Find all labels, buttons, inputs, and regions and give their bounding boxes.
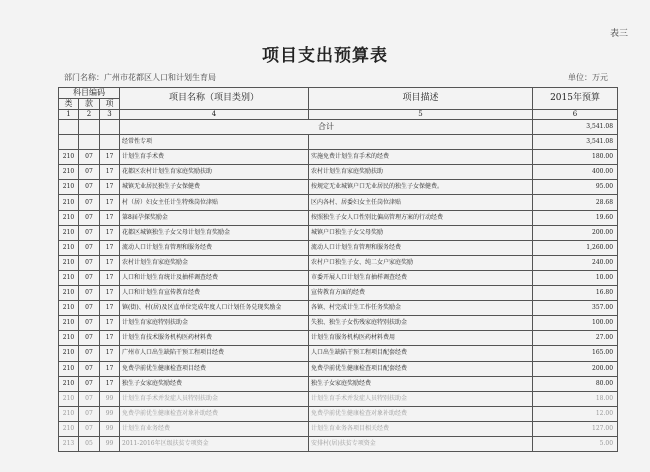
col-number: 2 bbox=[79, 110, 100, 120]
description-cell: 市委开展人口计划生育抽样调查经费 bbox=[309, 270, 533, 285]
lei-cell: 210 bbox=[59, 240, 79, 255]
kuan-cell: 07 bbox=[79, 331, 100, 346]
table-row bbox=[59, 346, 618, 361]
budget-value-cell: 5.00 bbox=[533, 436, 618, 451]
description-cell: 安排村(居)扶贫专项资金 bbox=[309, 436, 533, 451]
description-cell: 按规定无业城镇户口无业居民的独生子女保健费。 bbox=[309, 180, 533, 195]
project-name-cell: 第8届孕探奖励金 bbox=[120, 210, 309, 225]
col-number: 6 bbox=[533, 110, 618, 120]
header-row bbox=[59, 88, 618, 99]
xiang-cell: 17 bbox=[100, 255, 120, 270]
kuan-cell: 07 bbox=[79, 346, 100, 361]
table-row bbox=[59, 240, 618, 255]
lei-cell: 210 bbox=[59, 270, 79, 285]
table-row bbox=[59, 270, 618, 285]
col-number: 5 bbox=[309, 110, 533, 120]
unit-label: 单位：万元 bbox=[568, 73, 608, 82]
project-name-cell: 免费孕前优生健康检查项目经费 bbox=[120, 361, 309, 376]
table-row bbox=[59, 331, 618, 346]
description-cell: 城镇户口独生子女父母奖励 bbox=[309, 225, 533, 240]
lei-cell: 213 bbox=[59, 436, 79, 451]
table-row bbox=[59, 301, 618, 316]
col-number: 3 bbox=[100, 110, 120, 120]
lei-cell: 210 bbox=[59, 421, 79, 436]
lei-cell: 210 bbox=[59, 331, 79, 346]
xiang-header: 项 bbox=[100, 99, 120, 110]
project-name-cell: 计划生育手术并发症人员特别扶助金 bbox=[120, 391, 309, 406]
xiang-cell: 17 bbox=[100, 376, 120, 391]
project-name-cell: 计划生育业务经费 bbox=[120, 421, 309, 436]
xiang-cell: 17 bbox=[100, 195, 120, 210]
description-cell: 实施免费计划生育手术的经费 bbox=[309, 150, 533, 165]
xiang-cell: 99 bbox=[100, 391, 120, 406]
project-name-cell: 计划生育家庭特别扶助金 bbox=[120, 316, 309, 331]
budget-value-cell: 27.00 bbox=[533, 331, 618, 346]
description-cell: 宣传教育方面的经费 bbox=[309, 286, 533, 301]
description-cell: 人口出生缺陷干预工程项目配套经费 bbox=[309, 346, 533, 361]
total-value: 3,541.08 bbox=[533, 120, 618, 135]
table-row bbox=[59, 165, 618, 180]
project-name-cell: 镇(街)、村(居)及区直单位完成年度人口计划任务兑现奖励金 bbox=[120, 301, 309, 316]
project-name-cell: 免费孕前优生健康检查对象补助经费 bbox=[120, 406, 309, 421]
lei-cell: 210 bbox=[59, 406, 79, 421]
lei-cell: 210 bbox=[59, 301, 79, 316]
description-cell: 免费孕前优生健康检查项目配套经费 bbox=[309, 361, 533, 376]
description-cell: 各镇、村完成计生工作任务奖励金 bbox=[309, 301, 533, 316]
total-row bbox=[59, 120, 618, 135]
subject-code-header: 科目编码 bbox=[59, 88, 120, 99]
xiang-cell: 17 bbox=[100, 346, 120, 361]
table-number: 表三 bbox=[609, 29, 628, 39]
xiang-cell: 17 bbox=[100, 331, 120, 346]
budget-value-cell: 127.00 bbox=[533, 421, 618, 436]
lei-cell: 210 bbox=[59, 150, 79, 165]
xiang-cell: 17 bbox=[100, 225, 120, 240]
description-cell: 流动人口计划生育管理和服务经费 bbox=[309, 240, 533, 255]
project-name-cell: 计划生育手术费 bbox=[120, 150, 309, 165]
kuan-header: 款 bbox=[79, 99, 100, 110]
department-label: 部门名称：广州市花都区人口和计划生育局 bbox=[64, 73, 216, 82]
project-name-cell: 花都区农村计划生育家庭奖励扶助 bbox=[120, 165, 309, 180]
kuan-cell: 07 bbox=[79, 301, 100, 316]
table-row bbox=[59, 225, 618, 240]
table-row bbox=[59, 376, 618, 391]
table-row bbox=[59, 316, 618, 331]
xiang-cell: 17 bbox=[100, 316, 120, 331]
table-row bbox=[59, 436, 618, 451]
xiang-cell: 17 bbox=[100, 210, 120, 225]
project-name-cell: 人口和计划生育统计及抽样调查经费 bbox=[120, 270, 309, 285]
budget-value-cell: 10.00 bbox=[533, 270, 618, 285]
table-row bbox=[59, 286, 618, 301]
project-name-cell: 村（居）妇女主任计生特殊岗位津贴 bbox=[120, 195, 309, 210]
budget-value-cell: 95.00 bbox=[533, 180, 618, 195]
budget-value-cell: 80.00 bbox=[533, 376, 618, 391]
budget-value-cell: 200.00 bbox=[533, 361, 618, 376]
description-cell: 农村户口独生子女、纯二女户家庭奖励 bbox=[309, 255, 533, 270]
xiang-cell: 17 bbox=[100, 286, 120, 301]
kuan-cell: 07 bbox=[79, 421, 100, 436]
project-name-cell: 广州市人口出生缺陷干预工程项目经费 bbox=[120, 346, 309, 361]
description-cell: 按照独生子女人口性别比偏高管理方案的行动经费 bbox=[309, 210, 533, 225]
budget-table bbox=[58, 87, 618, 452]
table-row bbox=[59, 210, 618, 225]
lei-cell: 210 bbox=[59, 195, 79, 210]
description-cell: 失独、独生子女伤残家庭特别扶助金 bbox=[309, 316, 533, 331]
lei-cell: 210 bbox=[59, 255, 79, 270]
lei-cell: 210 bbox=[59, 210, 79, 225]
project-name-cell: 独生子女家庭奖励经费 bbox=[120, 376, 309, 391]
lei-cell: 210 bbox=[59, 286, 79, 301]
xiang-cell: 17 bbox=[100, 150, 120, 165]
lei-cell: 210 bbox=[59, 180, 79, 195]
xiang-cell: 99 bbox=[100, 421, 120, 436]
description-cell: 独生子女家庭奖励经费 bbox=[309, 376, 533, 391]
kuan-cell: 07 bbox=[79, 255, 100, 270]
budget-value-cell: 200.00 bbox=[533, 225, 618, 240]
budget-value-cell: 180.00 bbox=[533, 150, 618, 165]
budget-value-cell: 100.00 bbox=[533, 316, 618, 331]
description-cell: 计划生育手术并发症人员特别扶助金 bbox=[309, 391, 533, 406]
xiang-cell: 17 bbox=[100, 180, 120, 195]
table-row bbox=[59, 255, 618, 270]
kuan-cell: 07 bbox=[79, 150, 100, 165]
lei-cell: 210 bbox=[59, 376, 79, 391]
table-row bbox=[59, 150, 618, 165]
project-name-cell: 流动人口计划生育管理和服务经费 bbox=[120, 240, 309, 255]
budget-value-cell: 12.00 bbox=[533, 406, 618, 421]
kuan-cell: 07 bbox=[79, 270, 100, 285]
category-value: 3,541.08 bbox=[533, 135, 618, 150]
budget-value-cell: 1,260.00 bbox=[533, 240, 618, 255]
kuan-cell: 07 bbox=[79, 361, 100, 376]
column-number-row bbox=[59, 110, 618, 120]
kuan-cell: 07 bbox=[79, 391, 100, 406]
category-row bbox=[59, 135, 618, 150]
kuan-cell: 07 bbox=[79, 165, 100, 180]
budget-value-cell: 28.68 bbox=[533, 195, 618, 210]
kuan-cell: 07 bbox=[79, 225, 100, 240]
lei-header: 类 bbox=[59, 99, 79, 110]
kuan-cell: 07 bbox=[79, 180, 100, 195]
lei-cell: 210 bbox=[59, 391, 79, 406]
table-row bbox=[59, 361, 618, 376]
description-cell: 免费孕前优生健康检查对象补助经费 bbox=[309, 406, 533, 421]
kuan-cell: 07 bbox=[79, 376, 100, 391]
lei-cell: 210 bbox=[59, 346, 79, 361]
lei-cell: 210 bbox=[59, 316, 79, 331]
table-row bbox=[59, 391, 618, 406]
budget-value-cell: 165.00 bbox=[533, 346, 618, 361]
total-label: 合计 bbox=[120, 120, 533, 135]
description-cell: 农村计划生育家庭奖励扶助 bbox=[309, 165, 533, 180]
xiang-cell: 17 bbox=[100, 270, 120, 285]
project-name-header: 项目名称（项目类别） bbox=[120, 88, 309, 110]
budget-header: 2015年预算 bbox=[533, 88, 618, 110]
table-row bbox=[59, 406, 618, 421]
kuan-cell: 07 bbox=[79, 316, 100, 331]
xiang-cell: 17 bbox=[100, 240, 120, 255]
description-cell: 计划生育业务各项目相关经费 bbox=[309, 421, 533, 436]
kuan-cell: 07 bbox=[79, 406, 100, 421]
budget-value-cell: 240.00 bbox=[533, 255, 618, 270]
page-title: 项目支出预算表 bbox=[262, 46, 388, 66]
kuan-cell: 07 bbox=[79, 195, 100, 210]
category-label: 经常性专项 bbox=[120, 135, 309, 150]
kuan-cell: 07 bbox=[79, 286, 100, 301]
col-number: 4 bbox=[120, 110, 309, 120]
description-cell: 区内各村、居委妇女主任岗位津贴 bbox=[309, 195, 533, 210]
lei-cell: 210 bbox=[59, 361, 79, 376]
description-cell: 计划生育服务机构医药材料费用 bbox=[309, 331, 533, 346]
kuan-cell: 05 bbox=[79, 436, 100, 451]
lei-cell: 210 bbox=[59, 225, 79, 240]
table-row bbox=[59, 421, 618, 436]
project-name-cell: 2011-2016年区级扶贫专项资金 bbox=[120, 436, 309, 451]
project-name-cell: 农村计划生育家庭奖励金 bbox=[120, 255, 309, 270]
xiang-cell: 17 bbox=[100, 301, 120, 316]
budget-value-cell: 357.00 bbox=[533, 301, 618, 316]
xiang-cell: 99 bbox=[100, 406, 120, 421]
col-number: 1 bbox=[59, 110, 79, 120]
xiang-cell: 99 bbox=[100, 436, 120, 451]
lei-cell: 210 bbox=[59, 165, 79, 180]
budget-value-cell: 400.00 bbox=[533, 165, 618, 180]
table-row bbox=[59, 180, 618, 195]
kuan-cell: 07 bbox=[79, 240, 100, 255]
xiang-cell: 17 bbox=[100, 361, 120, 376]
description-header: 项目描述 bbox=[309, 88, 533, 110]
table-row bbox=[59, 195, 618, 210]
xiang-cell: 17 bbox=[100, 165, 120, 180]
project-name-cell: 花都区城镇独生子女父母计划生育奖励金 bbox=[120, 225, 309, 240]
project-name-cell: 城镇无业居民独生子女保健费 bbox=[120, 180, 309, 195]
kuan-cell: 07 bbox=[79, 210, 100, 225]
project-name-cell: 人口和计划生育宣传教育经费 bbox=[120, 286, 309, 301]
budget-value-cell: 16.80 bbox=[533, 286, 618, 301]
budget-value-cell: 18.00 bbox=[533, 391, 618, 406]
budget-value-cell: 19.60 bbox=[533, 210, 618, 225]
project-name-cell: 计划生育技术服务机构医药材料费 bbox=[120, 331, 309, 346]
